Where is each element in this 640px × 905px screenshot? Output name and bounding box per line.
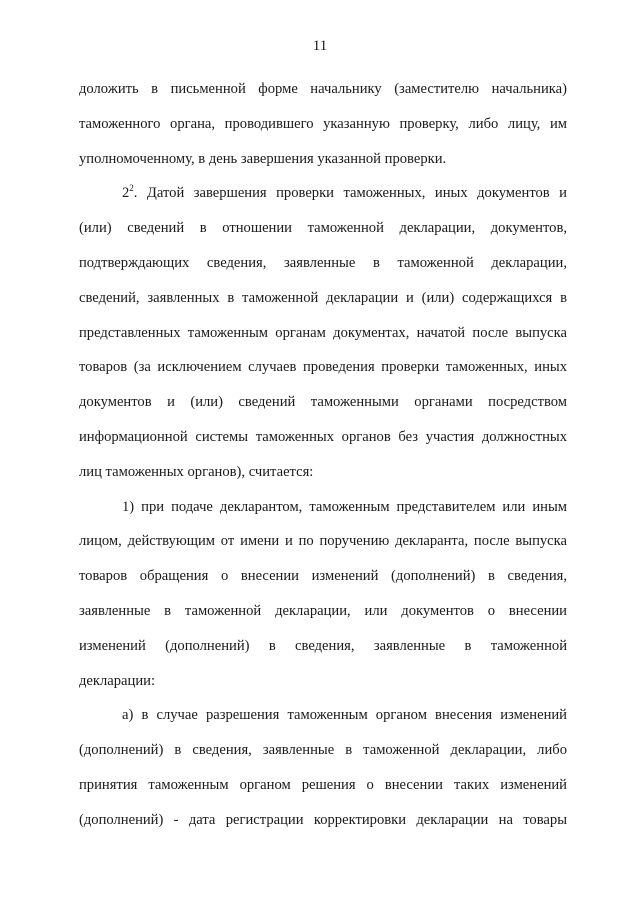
text-line: (дополнений) в сведения, заявленные в таможенной декларации, либо [79, 742, 567, 759]
text-line: документов и (или) сведений таможенными органами посредством [79, 394, 567, 411]
text-line: доложить в письменной форме начальнику (заместителю начальника) [79, 81, 567, 97]
text-line: товаров (за исключением случаев проведения проверки таможенных, иных [79, 359, 567, 376]
text-line: сведений, заявленных в таможенной декларации и (или) содержащихся в [79, 289, 567, 306]
paragraph-number: 2 [122, 185, 130, 202]
text-line: подтверждающих сведения, заявленные в таможенной декларации, [79, 254, 567, 271]
text-line: а) в случае разрешения таможенным органом внесения изменений [122, 707, 567, 724]
text-line: таможенного органа, проводившего указанную проверку, либо лицу, им [79, 115, 567, 132]
paragraph-first-line-text: . Датой завершения проверки таможенных, иных документов и [133, 185, 567, 202]
text-line: товаров обращения о внесении изменений (дополнений) в сведения, [79, 568, 567, 585]
text-line: лиц таможенных органов), считается: [79, 463, 314, 480]
text-line: декларации: [79, 672, 156, 689]
text-line: (или) сведений в отношении таможенной декларации, документов, [79, 220, 567, 237]
text-line: (дополнений) - дата регистрации корректировки декларации на товары [79, 811, 567, 828]
text-line: лицом, действующим от имени и по поручению декларанта, после выпуска [79, 533, 567, 550]
paragraph-number-superscript: 2 [129, 183, 134, 194]
page-number: 11 [312, 38, 328, 54]
document-body [79, 72, 567, 838]
text-line: принятия таможенным органом решения о внесении таких изменений [79, 776, 567, 793]
text-line: информационной системы таможенных органов без участия должностных [79, 428, 567, 445]
text-line: 1) при подаче декларантом, таможенным представителем или иным [122, 498, 567, 515]
paragraph-first-line [79, 176, 567, 211]
text-line: заявленные в таможенной декларации, или документов о внесении [79, 602, 567, 619]
text-line: уполномоченному, в день завершения указанной проверки. [79, 150, 447, 167]
text-line: изменений (дополнений) в сведения, заявленные в таможенной [79, 637, 567, 654]
text-line: представленных таможенным органам документах, начатой после выпуска [79, 324, 567, 341]
